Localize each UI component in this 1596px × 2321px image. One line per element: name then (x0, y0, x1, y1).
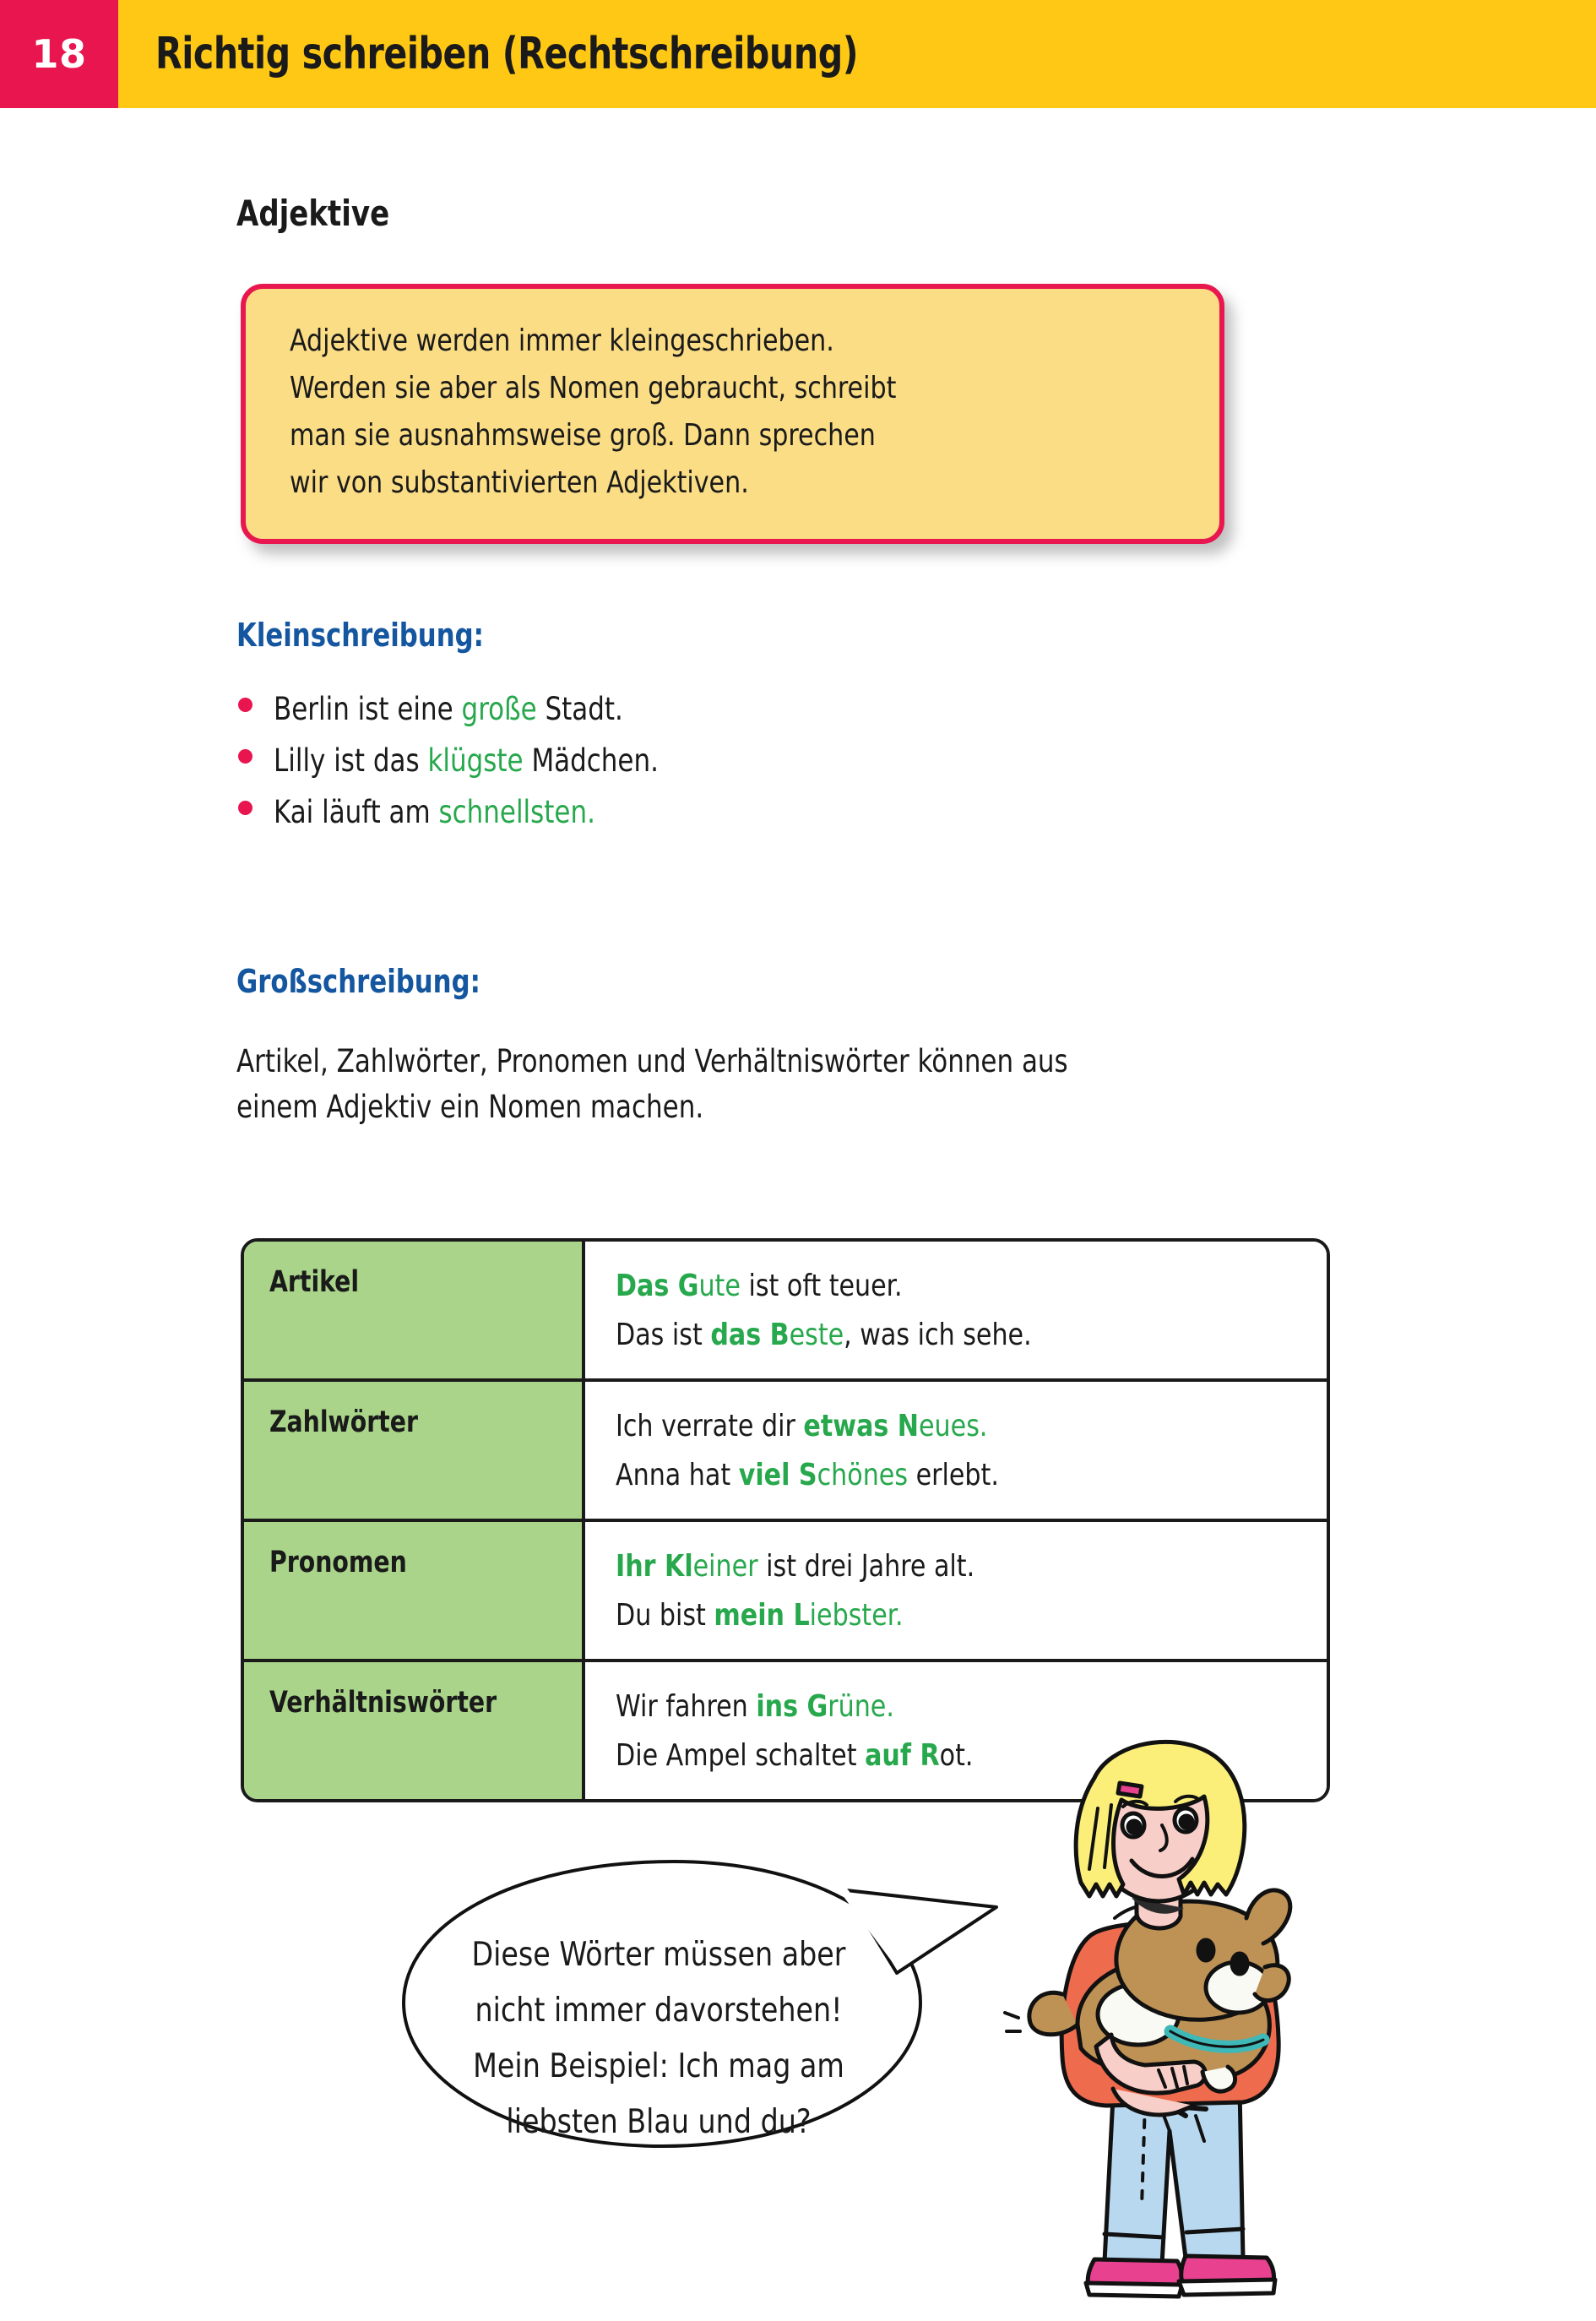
table-row-examples-cell (585, 1522, 1327, 1659)
bubble-line: Mein Beispiel: Ich mag am (473, 2047, 844, 2085)
nominalized-adjective: este (789, 1318, 844, 1352)
girl-with-dog-icon (996, 1734, 1360, 2317)
trigger-word: etwas N (803, 1409, 920, 1443)
trigger-word: ins G (756, 1689, 828, 1724)
header-banner (118, 0, 1596, 108)
table-example-line: Wir fahren ins Grüne. (616, 1689, 894, 1724)
bubble-line: Diese Wörter müssen aber (471, 1936, 846, 1974)
list-item-label: Lilly ist das klügste Mädchen. (274, 742, 659, 779)
table-example-line: Anna hat viel Schönes erlebt. (616, 1458, 999, 1492)
rule-line: Adjektive werden immer kleingeschrieben. (290, 323, 834, 358)
trigger-word: mein L (714, 1598, 810, 1633)
trigger-word: viel S (738, 1458, 817, 1492)
list-item-label: Berlin ist eine große Stadt. (274, 691, 623, 727)
table-example-line: Die Ampel schaltet auf Rot. (616, 1738, 974, 1773)
table-row (244, 1242, 1327, 1382)
bullet-dot-icon (238, 801, 252, 815)
highlighted-adjective: schnellsten. (438, 794, 595, 830)
rule-box (241, 284, 1224, 544)
grossschreibung-paragraph (236, 1039, 1351, 1130)
table-example-line: Das Gute ist oft teuer. (616, 1269, 903, 1303)
trigger-word: das B (710, 1318, 790, 1352)
page-title: Richtig schreiben (Rechtschreibung) (155, 29, 859, 79)
rule-line: Werden sie aber als Nomen gebraucht, schreibt (290, 371, 897, 405)
nominalized-adjective: iebster. (809, 1598, 904, 1633)
table-row-examples-cell (585, 1242, 1327, 1378)
table-example-line: Das ist das Beste, was ich sehe. (616, 1318, 1032, 1352)
subheading-kleinschreibung: Kleinschreibung: (236, 617, 484, 654)
table-example-line: Ihr Kleiner ist drei Jahre alt. (616, 1549, 975, 1584)
bubble-line: nicht immer davorstehen! (475, 1992, 843, 2030)
highlighted-adjective: große (461, 691, 537, 727)
table-row-label-cell (244, 1382, 585, 1519)
table-example-line: Du bist mein Liebster. (616, 1598, 904, 1633)
table-row-label: Artikel (269, 1265, 360, 1299)
nominalized-adjective: einer (692, 1549, 758, 1584)
table-row-label-cell (244, 1242, 585, 1378)
nominalized-adjective: eues. (919, 1409, 988, 1443)
shoe-sole-right (1179, 2280, 1275, 2295)
hair-clip (1118, 1783, 1142, 1796)
list-item-label: Kai läuft am schnellsten. (274, 794, 595, 830)
table-row (244, 1382, 1327, 1522)
table-row-label-cell (244, 1522, 585, 1659)
trigger-word: Das G (616, 1269, 699, 1303)
rule-line: wir von substantivierten Adjektiven. (290, 465, 749, 500)
list-item (238, 691, 1251, 742)
table-row-label-cell (244, 1662, 585, 1799)
paragraph-line: Artikel, Zahlwörter, Pronomen und Verhältniswörter können aus (236, 1043, 1068, 1079)
illustration-girl-with-dog (996, 1734, 1360, 2317)
bullet-dot-icon (238, 749, 252, 764)
page-number: 18 (31, 31, 87, 77)
table-row (244, 1522, 1327, 1662)
nominalized-adjective: ute (698, 1269, 741, 1303)
page-header (0, 0, 1596, 108)
table-row-label: Zahlwörter (269, 1405, 418, 1439)
table-row-label: Pronomen (269, 1546, 407, 1579)
kleinschreibung-list (238, 691, 1251, 845)
section-heading-adjektive: Adjektive (236, 193, 390, 234)
nominalized-adjective: rüne. (828, 1689, 894, 1724)
shoe-sole-left (1086, 2283, 1182, 2297)
trigger-word: auf R (865, 1738, 940, 1773)
table-row-examples-cell (585, 1382, 1327, 1519)
highlighted-adjective: klügste (427, 742, 524, 779)
paragraph-line: einem Adjektiv ein Nomen machen. (236, 1089, 704, 1125)
grossschreibung-table (241, 1238, 1330, 1802)
trigger-word: Ihr Kl (616, 1549, 693, 1584)
page-number-tab (0, 0, 118, 108)
list-item (238, 794, 1251, 845)
dog-eye-left (1198, 1940, 1213, 1960)
dog-eye-right (1232, 1954, 1247, 1974)
subheading-grossschreibung: Großschreibung: (236, 963, 480, 1000)
speech-bubble (329, 1855, 1005, 2210)
table-example-line: Ich verrate dir etwas Neues. (616, 1409, 988, 1443)
nominalized-adjective: chönes (817, 1458, 909, 1492)
rule-line: man sie ausnahmsweise groß. Dann sprechen (290, 418, 876, 453)
table-row-label: Verhältniswörter (269, 1686, 497, 1720)
speech-bubble-text (380, 1927, 937, 2150)
list-item (238, 742, 1251, 794)
bullet-dot-icon (238, 698, 252, 712)
bubble-line: liebsten Blau und du? (506, 2103, 812, 2141)
